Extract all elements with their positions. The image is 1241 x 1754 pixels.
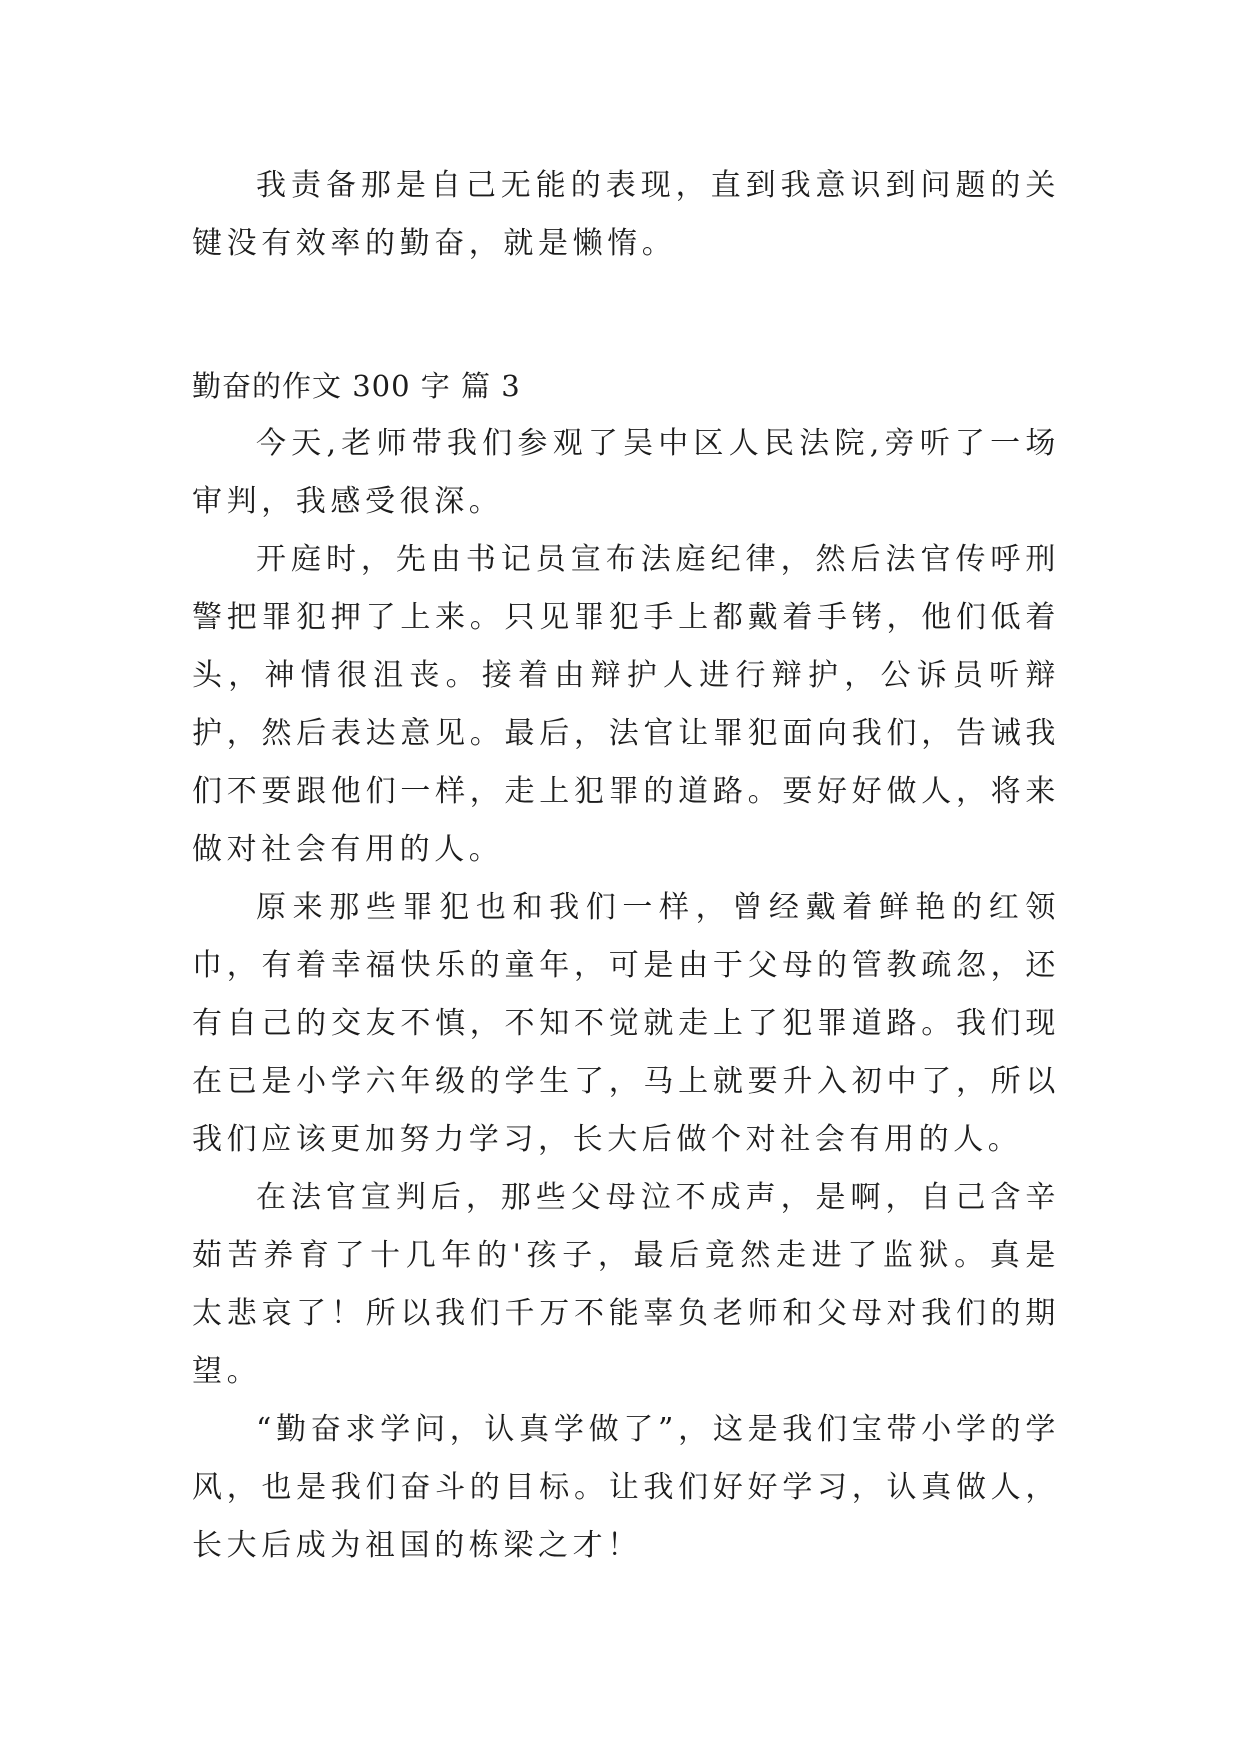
paragraph: 在法官宣判后，那些父母泣不成声，是啊，自己含辛茹苦养育了十几年的'孩子，最后竟然走进了监狱。真是太悲哀了！所以我们千万不能辜负老师和父母对我们的期望。 [192, 1180, 1060, 1389]
section-heading: 勤奋的作文 300 字 篇 3 [192, 369, 521, 403]
paragraph: 开庭时，先由书记员宣布法庭纪律，然后法官传呼刑警把罪犯押了上来。只见罪犯手上都戴着手铐，他们低着头，神情很沮丧。接着由辩护人进行辩护，公诉员听辩护，然后表达意见。最后，法官让罪犯面向我们，告诫我们不要跟他们一样，走上犯罪的道路。要好好做人，将来做对社会有用的人。 [192, 542, 1060, 867]
paragraph-top: 我责备那是自己无能的表现，直到我意识到问题的关键没有效率的勤奋，就是懒惰。 [192, 168, 1060, 261]
spacer [192, 273, 1060, 357]
paragraph: “勤奋求学问，认真学做了”，这是我们宝带小学的学风，也是我们奋斗的目标。让我们好好学习，认真做人，长大后成为祖国的栋梁之才！ [192, 1412, 1060, 1563]
paragraph: 原来那些罪犯也和我们一样，曾经戴着鲜艳的红领巾，有着幸福快乐的童年，可是由于父母的管教疏忽，还有自己的交友不慎，不知不觉就走上了犯罪道路。我们现在已是小学六年级的学生了，马上就要升入初中了，所以我们应该更加努力学习，长大后做个对社会有用的人。 [192, 890, 1060, 1157]
paragraph: 今天,老师带我们参观了吴中区人民法院,旁听了一场审判，我感受很深。 [192, 426, 1060, 519]
document-body [192, 157, 1060, 1575]
